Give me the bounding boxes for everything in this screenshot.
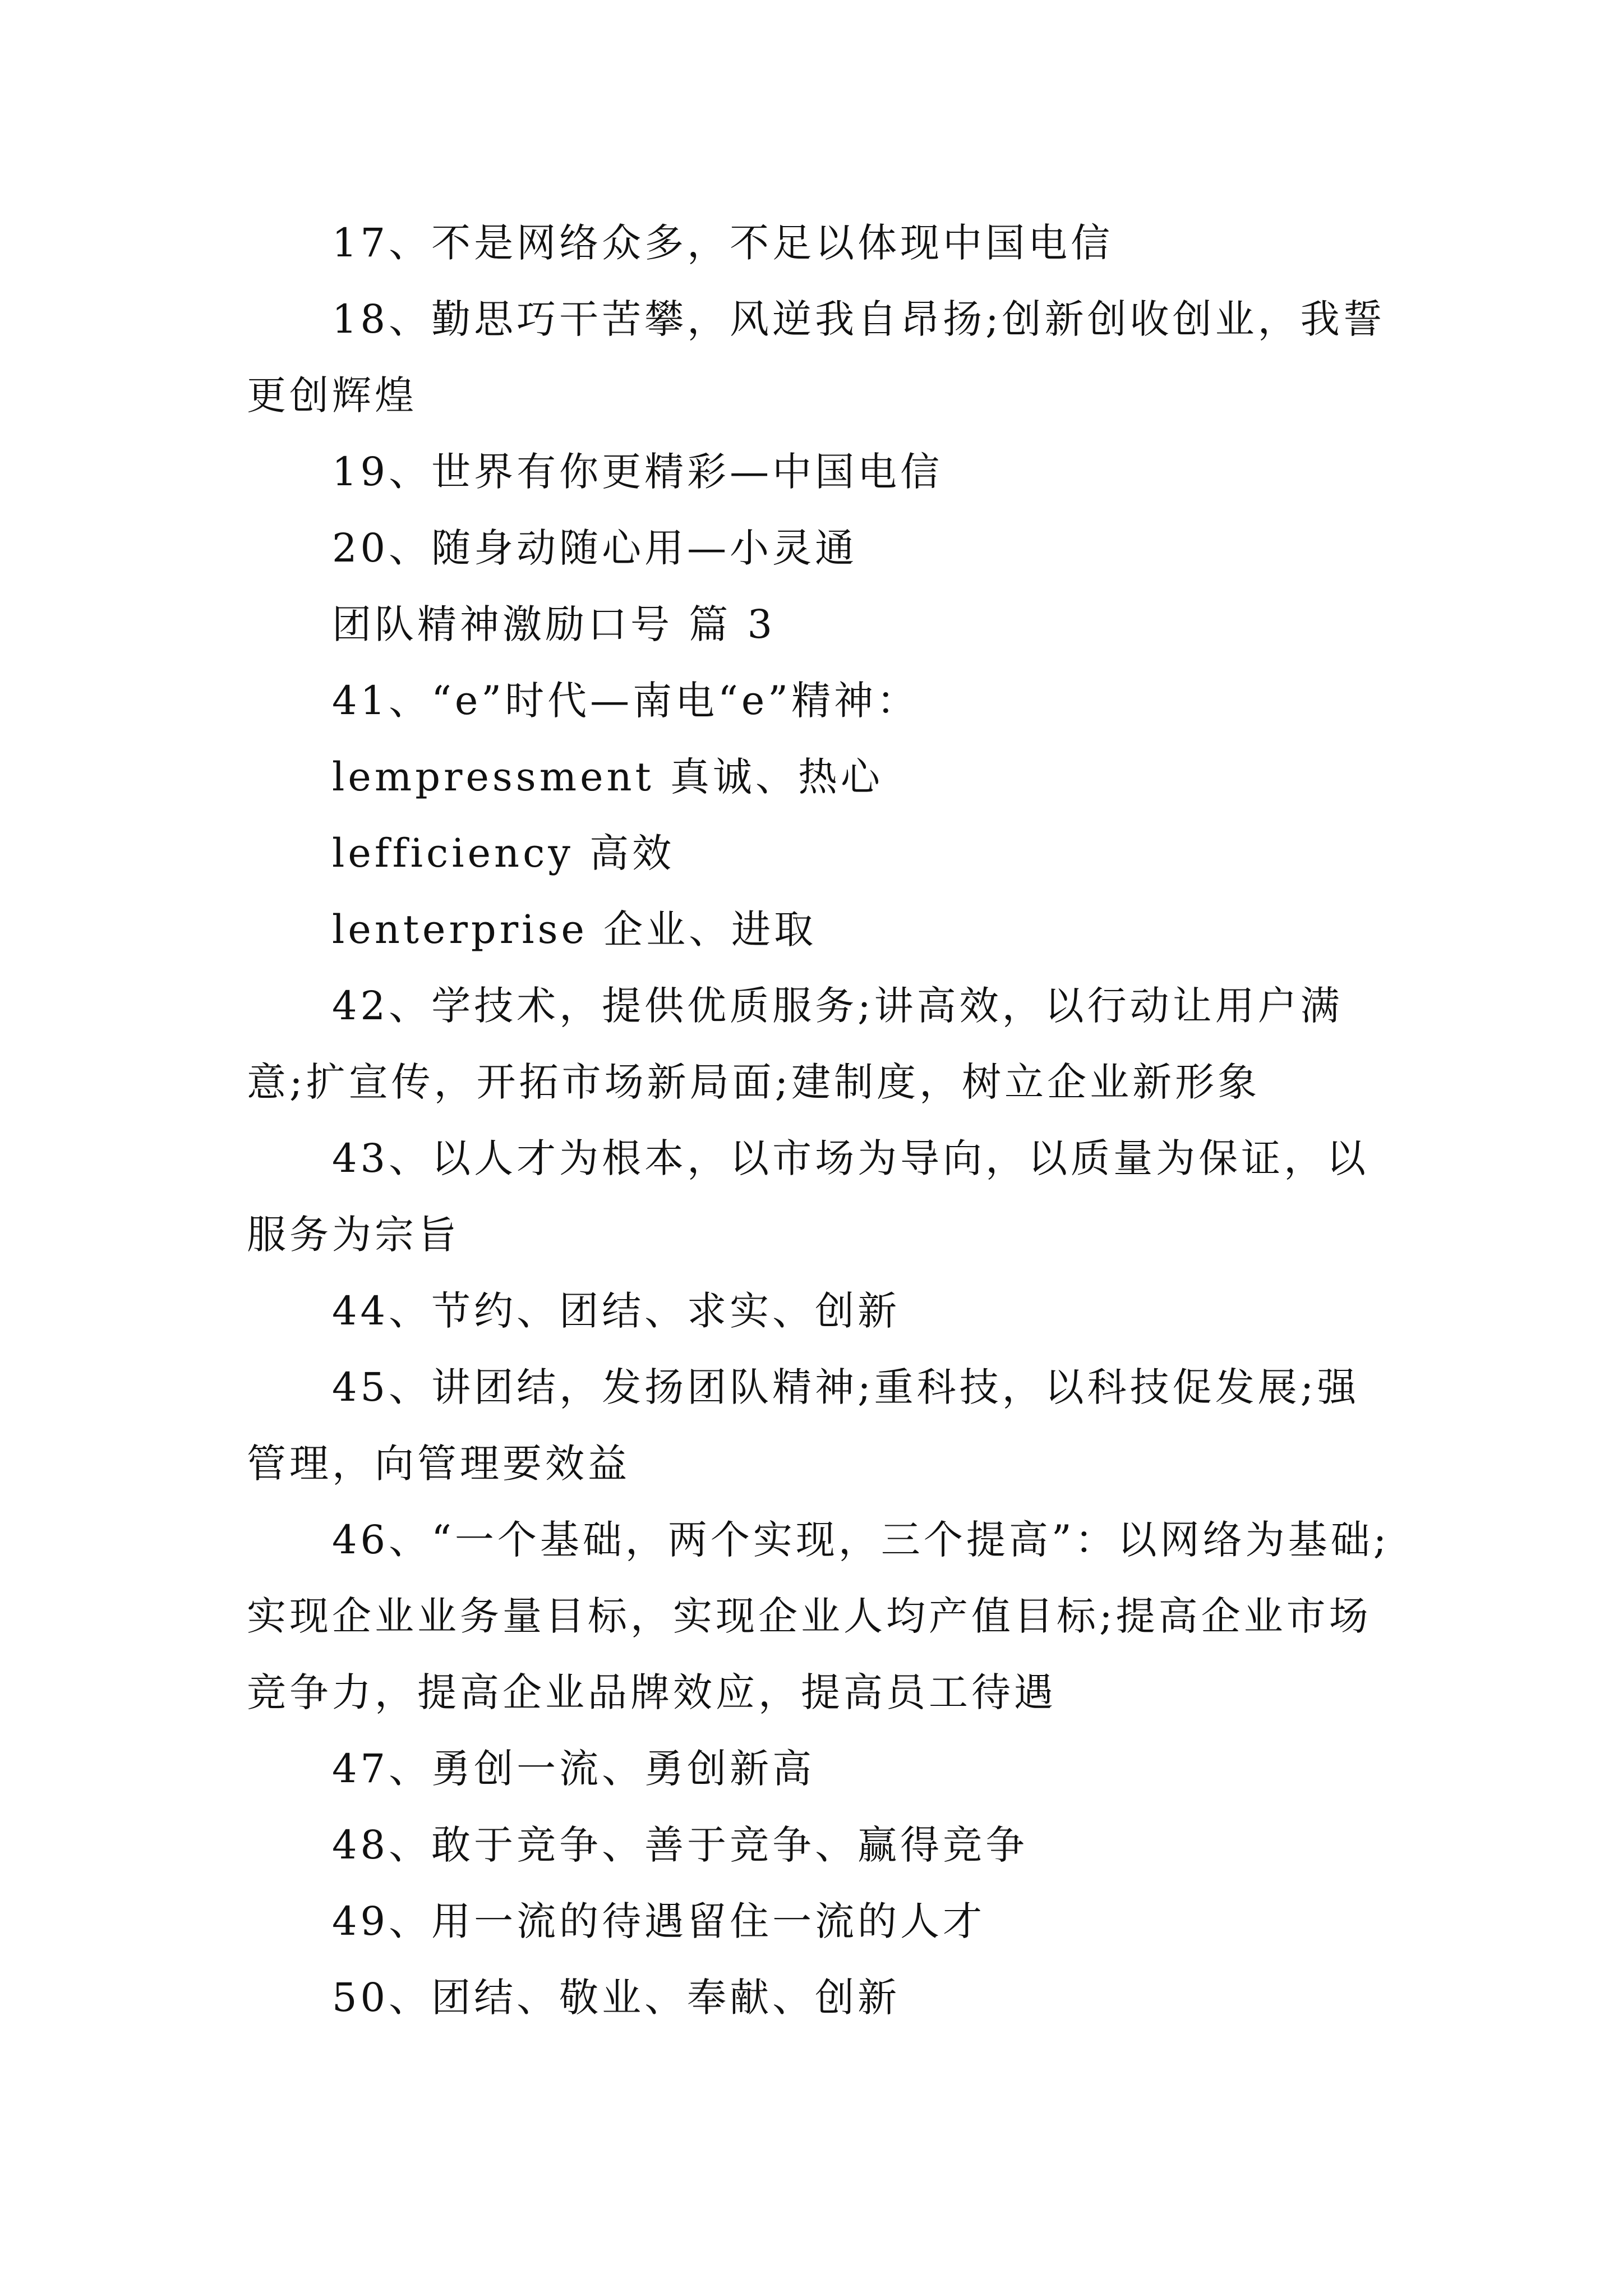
slogan-19: 19、世界有你更精彩—中国电信 <box>332 449 943 495</box>
e-item-enterprise: lenterprise 企业、进取 <box>332 907 817 953</box>
section-heading: 团队精神激励口号 篇 3 <box>332 601 776 647</box>
slogan-45: 45、讲团结，发扬团队精神;重科技，以科技促发展;强管理，向管理要效益 <box>247 1364 1360 1487</box>
slogan-44: 44、节约、团结、求实、创新 <box>332 1288 901 1334</box>
slogan-43: 43、以人才为根本，以市场为导向，以质量为保证，以服务为宗旨 <box>247 1135 1370 1258</box>
e-item-empressment: lempressment 真诚、热心 <box>332 754 883 800</box>
slogan-47: 47、勇创一流、勇创新高 <box>332 1746 815 1792</box>
slogan-41: 41、“e”时代—南电“e”精神： <box>332 678 920 724</box>
slogan-50: 50、团结、敬业、奉献、创新 <box>332 1975 901 2021</box>
e-item-efficiency: lefficiency 高效 <box>332 830 675 876</box>
slogan-17: 17、不是网络众多，不足以体现中国电信 <box>332 220 1114 266</box>
slogan-49: 49、用一流的待遇留住一流的人才 <box>332 1898 986 1944</box>
slogan-20: 20、随身动随心用—小灵通 <box>332 525 858 571</box>
slogan-48: 48、敢于竞争、善于竞争、赢得竞争 <box>332 1822 1029 1868</box>
slogan-46: 46、“一个基础，两个实现，三个提高”：以网络为基础;实现企业业务量目标，实现企业人均产值目标;提高企业市场竞争力，提高企业品牌效应，提高员工待遇 <box>247 1517 1390 1715</box>
slogan-18: 18、勤思巧干苦攀，风逆我自昂扬;创新创收创业，我誓更创辉煌 <box>247 296 1386 418</box>
slogan-42: 42、学技术，提供优质服务;讲高效，以行动让用户满意;扩宣传，开拓市场新局面;建制度，树立企业新形象 <box>247 983 1343 1105</box>
document-body <box>247 205 1391 2036</box>
